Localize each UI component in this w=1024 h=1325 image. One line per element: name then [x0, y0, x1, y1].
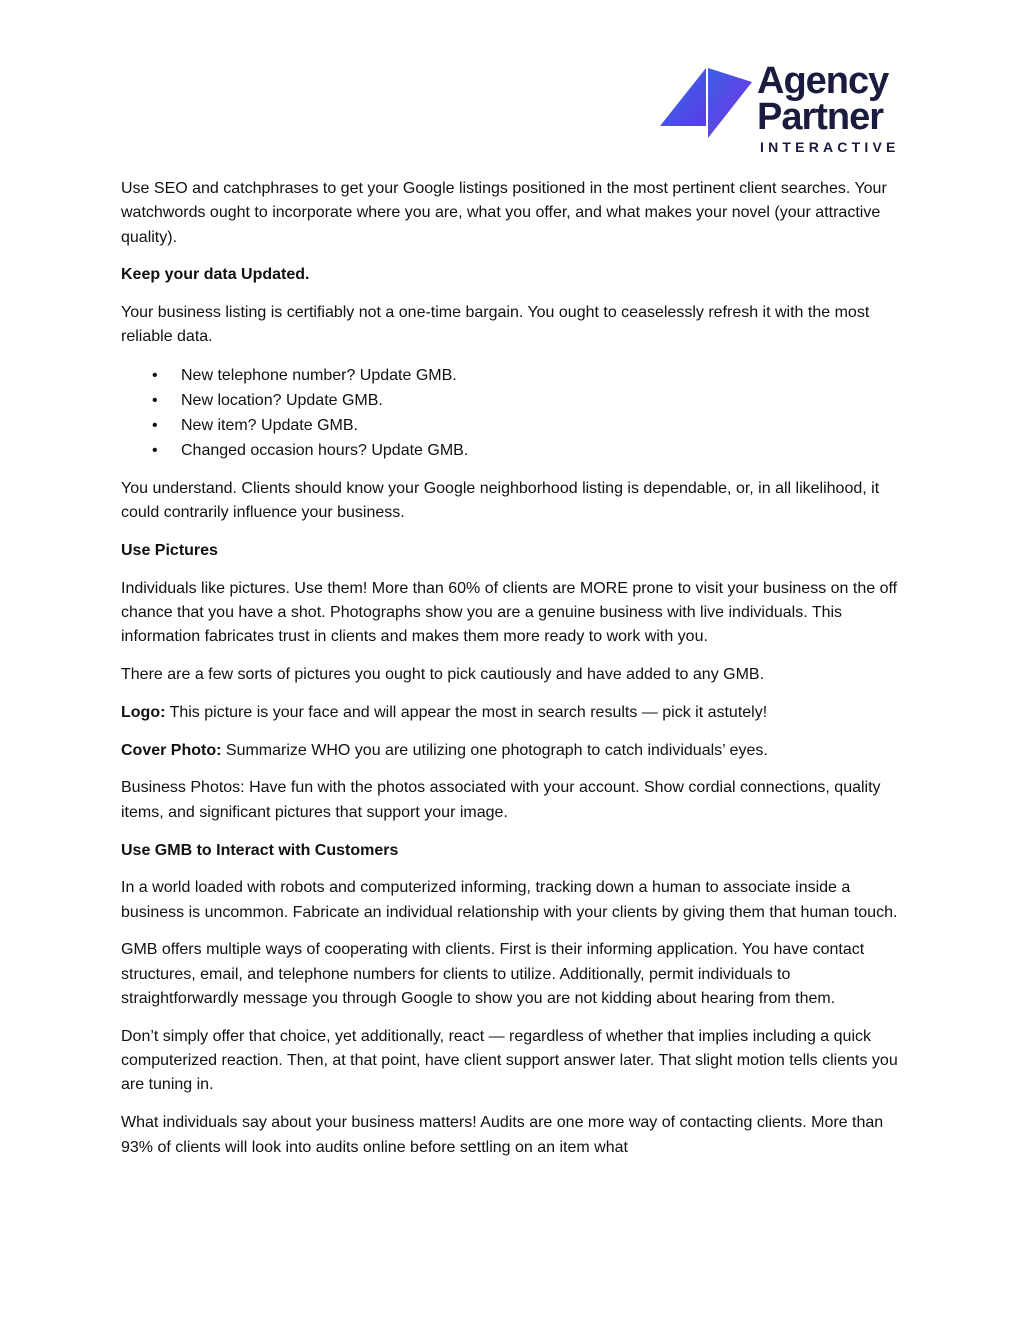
- agency-partner-logo: [660, 62, 905, 158]
- paragraph-gmb-offers: GMB offers multiple ways of cooperating with clients. First is their informing application. You have contact structures, email, and telephone numbers for clients to utilize. Additionally, permit individuals to straightforwardly message you through Google to show you are not kidding about hearing from them.: [121, 941, 865, 1008]
- paragraph-pictures: Individuals like pictures. Use them! More than 60% of clients are MORE prone to visit your business on the off chance that you have a shot. Photographs show you are a genuine business with live individuals. This information fabricates trust in clients and makes them more ready to work with you.: [121, 579, 898, 646]
- logo-description: This picture is your face and will appear the most in search results — pick it astutely!: [165, 703, 768, 721]
- paragraph-react: Don’t simply offer that choice, yet additionally, react — regardless of whether that implies including a quick computerized reaction. Then, at that point, have client support answer later. That slight motion tells clients you are tuning in.: [121, 1027, 898, 1094]
- cover-photo-label: Cover Photo:: [121, 741, 222, 759]
- list-item: • New location? Update GMB.: [181, 388, 911, 413]
- logo-label: Logo:: [121, 703, 166, 721]
- list-item: • Changed occasion hours? Update GMB.: [181, 438, 911, 463]
- paragraph-sorts-of-pictures: There are a few sorts of pictures you ought to pick cautiously and have added to any GMB.: [121, 666, 765, 684]
- heading-interact-customers: Use GMB to Interact with Customers: [121, 841, 399, 859]
- paragraph-audits: What individuals say about your business matters! Audits are one more way of contacting clients. More than 93% of clients will look into audits online before settling on an item what: [121, 1114, 884, 1156]
- heading-use-pictures: Use Pictures: [121, 541, 218, 559]
- paragraph-human-touch: In a world loaded with robots and computerized informing, tracking down a human to associate inside a business is uncommon. Fabricate an individual relationship with your clients by giving them that human touch.: [121, 879, 898, 921]
- logo-text-interactive: INTERACTIVE: [760, 139, 900, 155]
- paragraph-cover-photo: [121, 739, 911, 763]
- document-body: [121, 177, 911, 1173]
- logo-text-partner: Partner: [757, 96, 884, 138]
- paragraph-seo: Use SEO and catchphrases to get your Google listings positioned in the most pertinent client searches. Your watchwords ought to incorporate where you are, what you offer, and what makes your novel (your attractive quality).: [121, 180, 887, 246]
- paragraph-listing: Your business listing is certifiably not a one-time bargain. You ought to ceaselessly refresh it with the most reliable data.: [121, 304, 870, 346]
- update-bullet-list: [121, 363, 911, 463]
- list-item: • New item? Update GMB.: [181, 413, 911, 438]
- logo-triangles-icon: [660, 64, 756, 140]
- paragraph-logo: [121, 701, 911, 725]
- list-item: • New telephone number? Update GMB.: [181, 363, 911, 388]
- heading-keep-data-updated: Keep your data Updated.: [121, 266, 310, 284]
- logo-text-agency: Agency: [757, 60, 889, 102]
- paragraph-business-photos: Business Photos: Have fun with the photos associated with your account. Show cordial connections, quality items, and significant pictures that support your image.: [121, 779, 881, 821]
- paragraph-understand: You understand. Clients should know your Google neighborhood listing is dependable, or, in all likelihood, it could contrarily influence your business.: [121, 479, 880, 522]
- cover-photo-description: Summarize WHO you are utilizing one photograph to catch individuals’ eyes.: [221, 741, 768, 759]
